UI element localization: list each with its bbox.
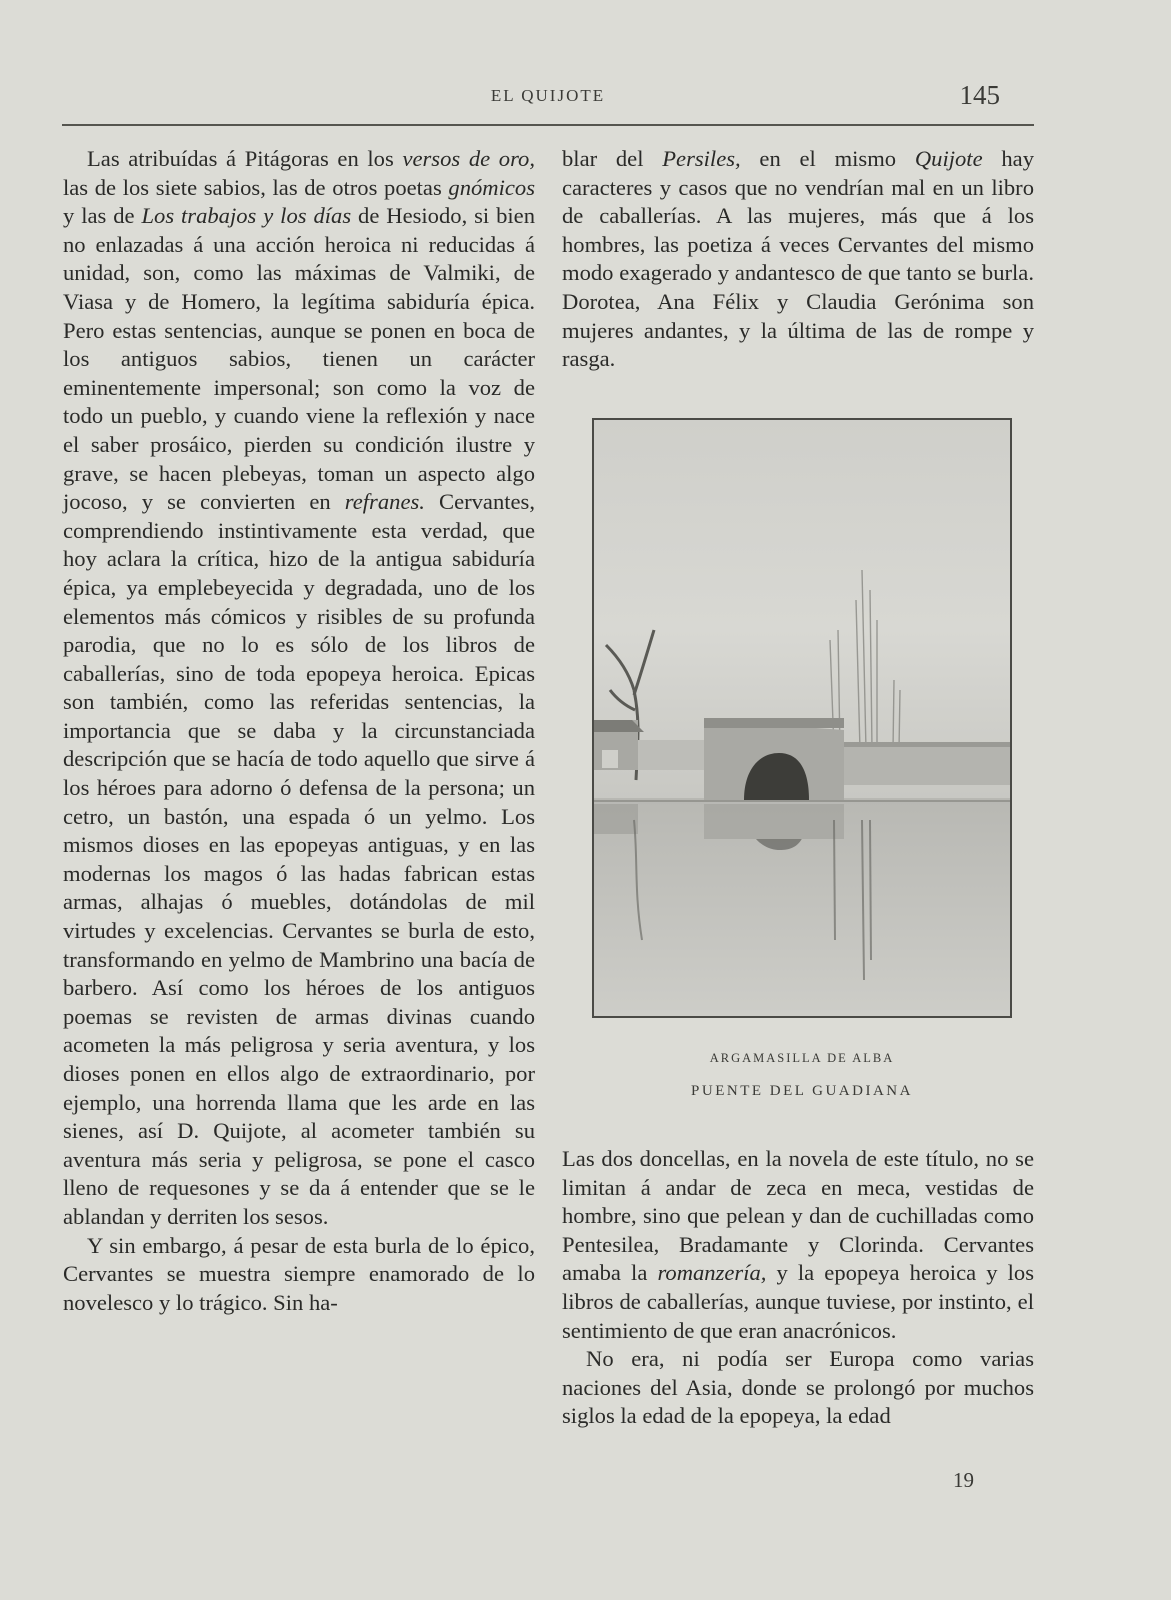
right-column-bottom bbox=[562, 1145, 1034, 1431]
italic-term: romanzería, bbox=[657, 1260, 767, 1286]
italic-title: Persiles, bbox=[662, 146, 741, 171]
italic-title: versos de oro, bbox=[402, 146, 535, 171]
left-column bbox=[63, 145, 535, 1317]
header-rule bbox=[62, 124, 1034, 126]
text-run: Las atribuídas á Pitágoras en los bbox=[87, 146, 394, 171]
text-run: las de los siete sabios, las de otros poetas bbox=[63, 174, 449, 200]
right-paragraph-2: No era, ni podía ser Europa como varias naciones del Asia, donde se prolongó por muchos siglos la edad de la epopeya, la edad bbox=[562, 1346, 1034, 1429]
right-paragraph-1 bbox=[562, 1145, 1034, 1345]
italic-term: gnómicos bbox=[448, 174, 535, 200]
running-title: EL QUIJOTE bbox=[490, 86, 606, 105]
text-run: de Hesiodo, si bien no enlazadas á una acción heroica ni reducidas á unidad, son, como las máximas de Valmiki, de Viasa y de Homero, la legítima sabiduría épica. Pero estas sentencias, aunque se ponen en boca de los antiguos sabios, tienen un carácter eminentemente impersonal; son como la voz de todo un pueblo, y cuando viene la reflexión y nace el saber prosáico, pierden su condición ilustre y grave, se hacen plebeyas, toman un aspecto algo jocoso, y se convierten en bbox=[63, 203, 536, 515]
photo-plate bbox=[592, 418, 1012, 1018]
text-run: Cervantes, comprendiendo instintivamente esta verdad, que hoy aclara la crítica, hizo de la antigua sabiduría épica, ya emplebeyecida y degradada, uno de los elementos más cómicos y risibles de su profunda parodia, que no lo es sólo de los libros de caballerías, sino de toda epopeya heroica. Epicas son también, como las referidas sentencias, la importancia que se daba y la circunstanciada descripción que se hacía de todo aquello que sirve á los héroes para adorno ó defensa de la persona; un cetro, un bastón, una espada ó un yelmo. Los mismos dioses en las epopeyas antiguas, y en las modernas los magos ó las hadas fabrican estas armas, alhajas ó muebles, dotándolas de mil virtudes y excelencias. Cervantes se burla de esto, transformando en yelmo de Mambrino una bacía de barbero. Así como los héroes de los antiguos poemas se revisten de armas divinas cuando acometen la más peligrosa y seria aventura, y los dioses ponen en ellos algo de extraordinario, por ejemplo, una horrenda llama que les arde en las sienes, así D. Quijote, al acometer también su aventura más seria y peligrosa, se pone el casco lleno de requesones y se da á entender que se le ablandan y derriten los sesos. bbox=[63, 489, 535, 1229]
plate-caption-title: PUENTE DEL GUADIANA bbox=[691, 1083, 913, 1099]
bridge-photo bbox=[594, 420, 1010, 1016]
page-number: 145 bbox=[959, 80, 1000, 110]
right-column-top bbox=[562, 145, 1034, 374]
italic-title: Los trabajos y los días bbox=[141, 203, 352, 229]
italic-title: Quijote bbox=[914, 146, 983, 171]
text-run: Las dos doncellas, en la novela de este título, no se limitan á andar de zeca en meca, vestidas de hombre, sino que pelean y dan de cuchilladas como Pentesilea, Bradamante y Clorinda. Cervantes amaba la bbox=[562, 1146, 1034, 1286]
text-run: en el mismo bbox=[740, 146, 915, 171]
text-run: y la epopeya heroica y los libros de caballerías, aunque tuviese, por instinto, el sentimiento de que eran anacrónicos. bbox=[562, 1260, 1034, 1343]
signature-mark: 19 bbox=[953, 1468, 974, 1492]
text-run: hay caracteres y casos que no vendrían mal en un libro de caballerías. A las mujeres, más que á los hombres, las poetiza á veces Cervantes del mismo modo exagerado y andantesco de que tanto se burla. Dorotea, Ana Félix y Claudia Gerónima son mujeres andantes, y la última de las de rompe y rasga. bbox=[562, 146, 1034, 372]
running-head bbox=[62, 80, 1034, 122]
italic-term: refranes. bbox=[344, 489, 425, 515]
text-run: y las de bbox=[63, 203, 142, 229]
left-paragraph-1 bbox=[63, 145, 535, 1232]
right-paragraph-continued bbox=[562, 145, 1034, 374]
plate-caption-place: ARGAMASILLA DE ALBA bbox=[709, 1051, 895, 1065]
left-paragraph-2: Y sin embargo, á pesar de esta burla de lo épico, Cervantes se muestra siempre enamorado de lo novelesco y lo trágico. Sin ha- bbox=[63, 1232, 535, 1315]
text-run: blar del bbox=[562, 146, 663, 171]
